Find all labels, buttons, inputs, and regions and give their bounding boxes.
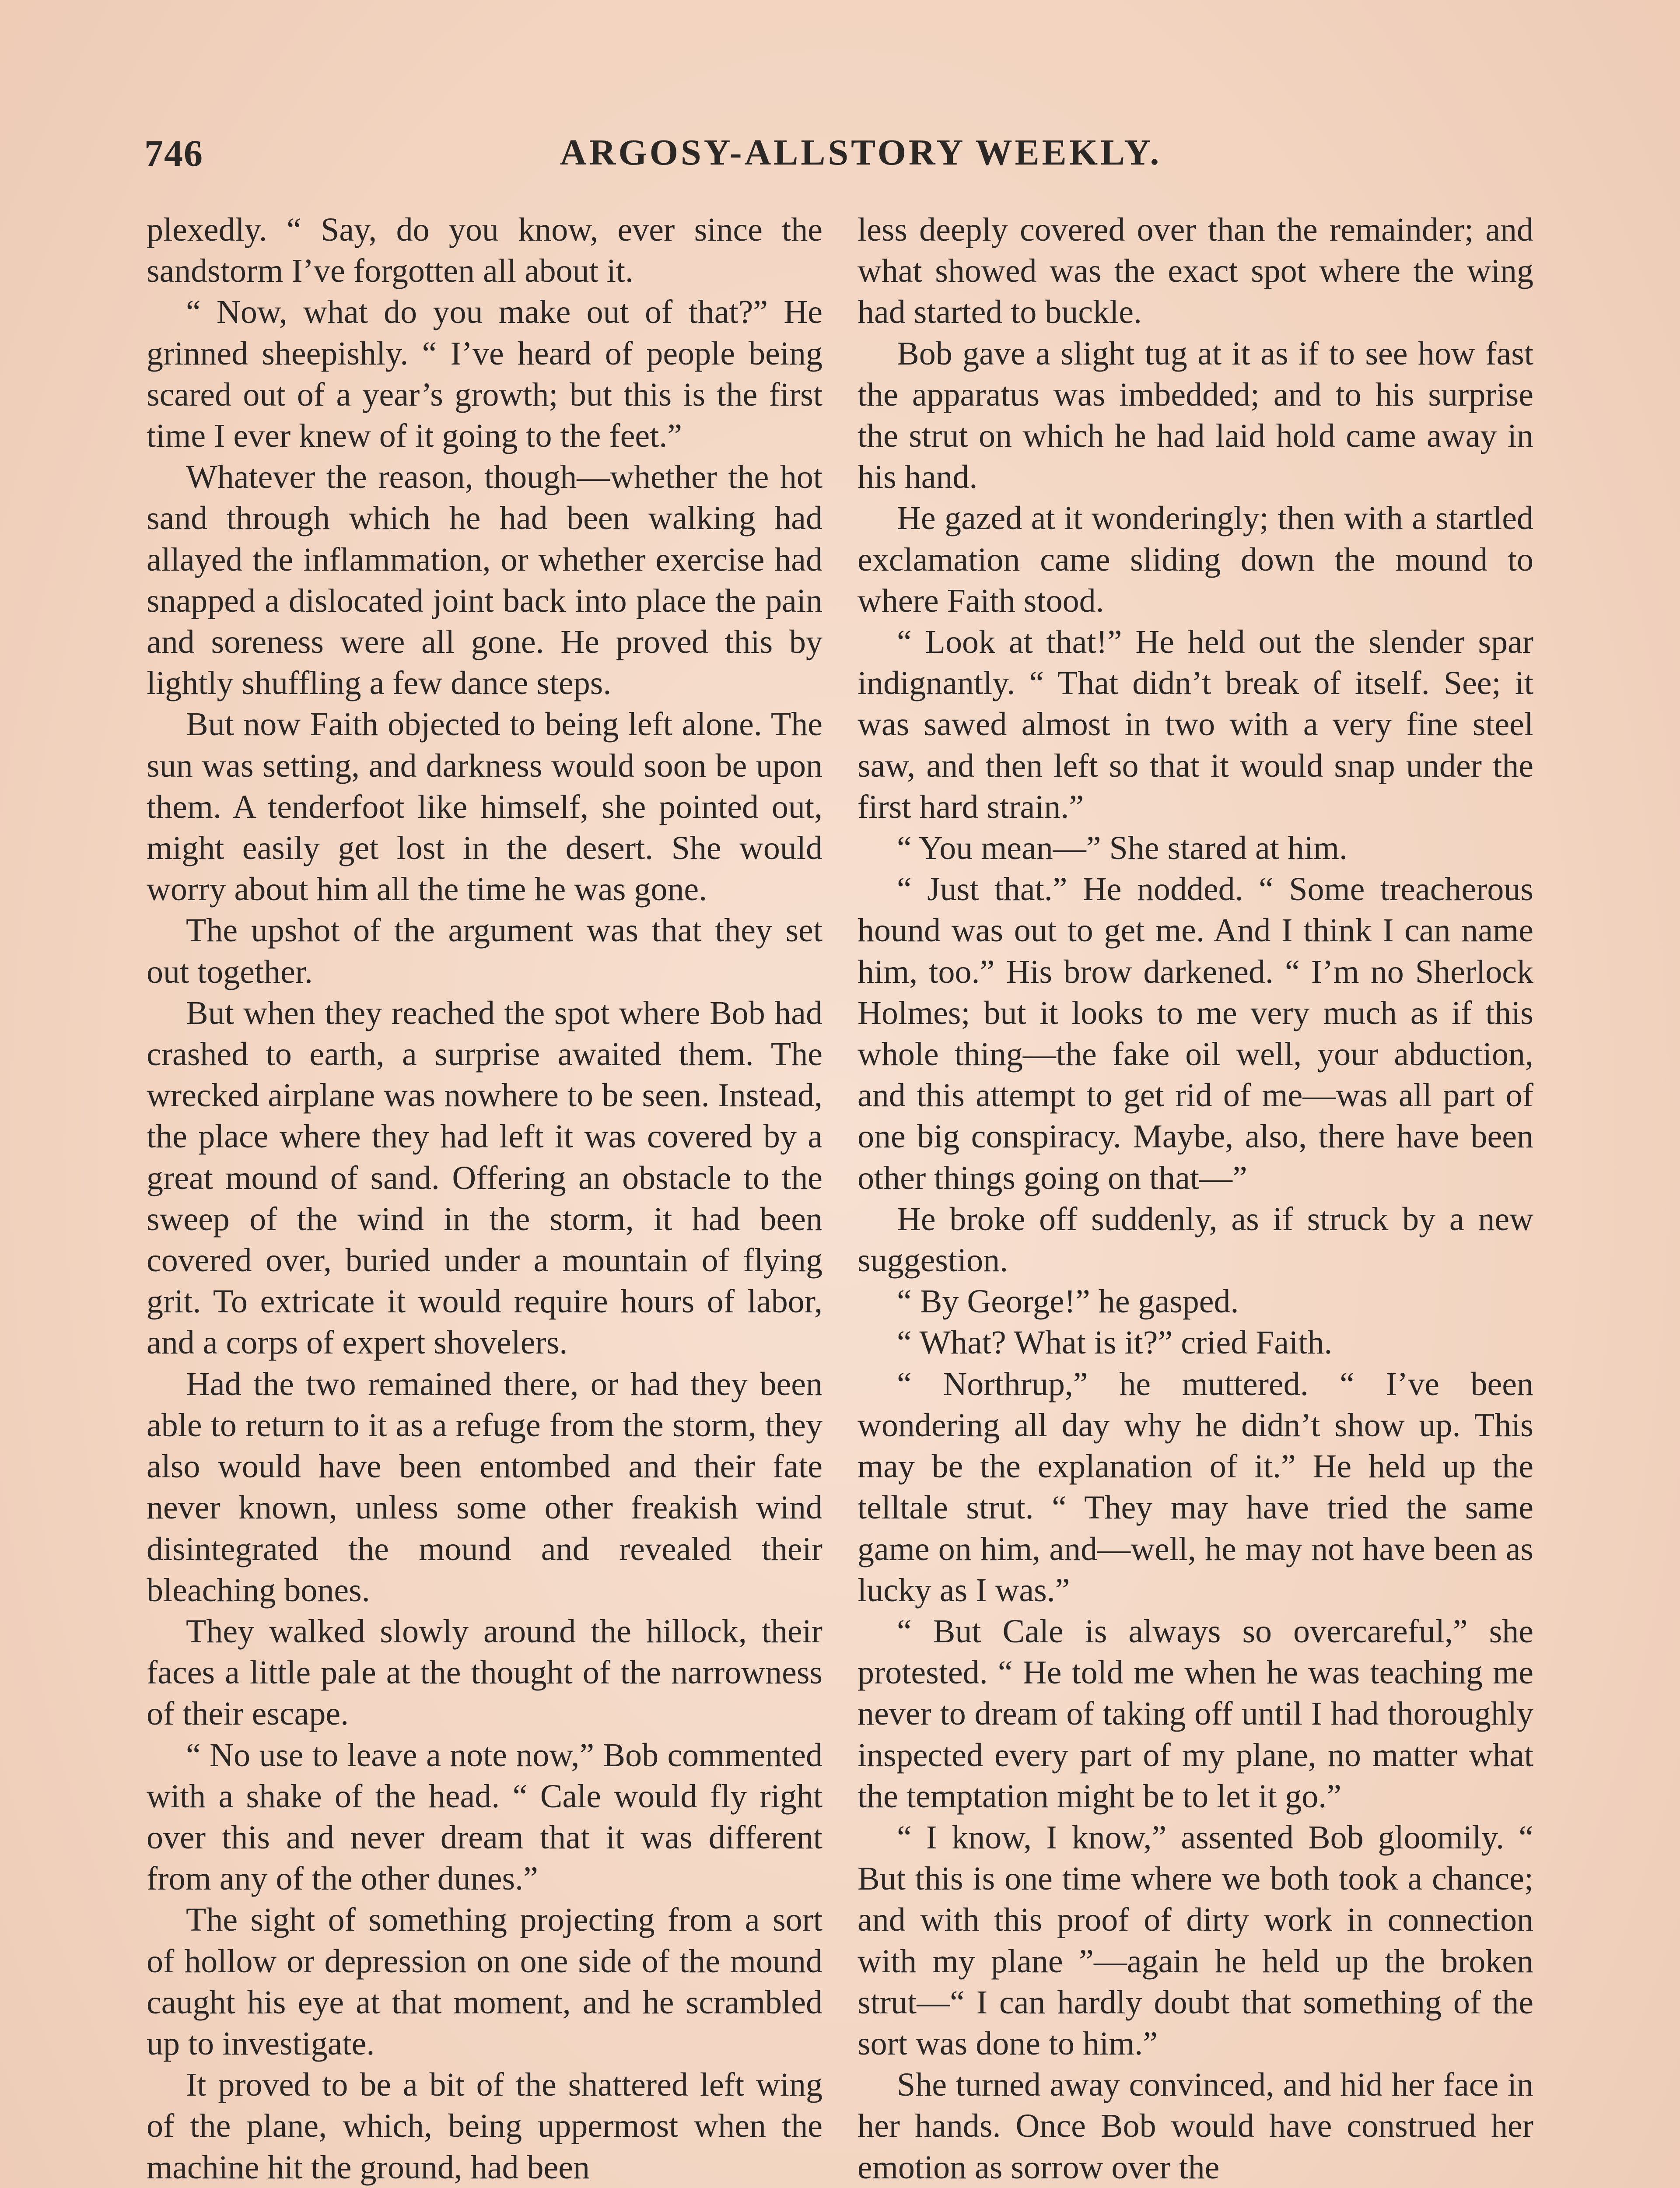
paragraph: “ I know, I know,” assented Bob gloomily. “ But this is one time where we both took a chance; and with this proof of dirty work in connection with my plane ”—again he held up the broken strut—“ I can hardly doubt that something of the sort was done to him.” [858,1819,1533,2062]
paragraph: less deeply covered over than the remainder; and what showed was the exact spot where the wing had started to buckle. [858,211,1533,331]
paragraph: It proved to be a bit of the shattered left wing of the plane, which, being uppermost when the machine hit the ground, had been [147,2066,822,2186]
paragraph: “ But Cale is always so overcareful,” she protested. “ He told me when he was teaching me never to dream of taking off until I had thoroughly inspected every part of my plane, no matter what the temptation might be to let it go.” [858,1613,1533,1815]
paragraph: “ Just that.” He nodded. “ Some treacherous hound was out to get me. And I think I can name him, too.” His brow darkened. “ I’m no Sherlock Holmes; but it looks to me very much as if this whole thing—the fake oil well, your abduction, and this attempt to get rid of me—was all part of one big conspiracy. Maybe, also, there have been other things going on that—” [858,871,1533,1196]
paragraph: “ No use to leave a note now,” Bob commented with a shake of the head. “ Cale would fly right over this and never dream that it was different from any of the other dunes.” [147,1736,822,1897]
paragraph: “ Look at that!” He held out the slender spar indignantly. “ That didn’t break of itself. See; it was sawed almost in two with a very fine steel saw, and then left so that it would snap under the first hard strain.” [858,624,1533,825]
paragraph: “ Northrup,” he muttered. “ I’ve been wondering all day why he didn’t show up. This may be the explanation of it.” He held up the telltale strut. “ They may have tried the same game on him, and—well, he may not have been as lucky as I was.” [858,1365,1533,1609]
paragraph: “ You mean—” She stared at him. [897,830,1348,867]
paragraph: “ What? What is it?” cried Faith. [897,1324,1333,1361]
paragraph: The sight of something projecting from a sort of hollow or depression on one side of the mound caught his eye at that moment, and he scrambled up to investigate. [147,1901,822,2062]
paragraph: Whatever the reason, though—whether the hot sand through which he had been walking had allayed the inflammation, or whether exercise had snapped a dislocated joint back into place the pain and soreness were all gone. He proved this by lightly shuffling a few dance steps. [147,459,822,702]
paragraph: He gazed at it wonderingly; then with a startled exclamation came sliding down the mound to where Faith stood. [858,500,1533,619]
paragraph: “ Now, what do you make out of that?” He grinned sheepishly. “ I’ve heard of people being scared out of a year’s growth; but this is the first time I ever knew of it going to the feet.” [147,294,822,455]
paragraph: They walked slowly around the hillock, their faces a little pale at the thought of the narrowness of their escape. [147,1613,822,1732]
right-column [858,209,1533,2188]
paragraph: plexedly. “ Say, do you know, ever since the sandstorm I’ve forgotten all about it. [147,211,822,290]
page-header [144,131,1536,188]
paragraph: She turned away convinced, and hid her face in her hands. Once Bob would have construed her emotion as sorrow over the [858,2066,1533,2186]
page-number: 746 [144,132,203,174]
paragraph: He broke off suddenly, as if struck by a new suggestion. [858,1200,1533,1279]
paragraph: The upshot of the argument was that they set out together. [147,912,822,990]
paragraph: But when they reached the spot where Bob had crashed to earth, a surprise awaited them. The wrecked airplane was nowhere to be seen. Instead, the place where they had left it was covered by a great mound of sand. Offering an obstacle to the sweep of the wind in the storm, it had been covered over, buried under a mountain of flying grit. To extricate it would require hours of labor, and a corps of expert shovelers. [147,994,822,1361]
paragraph: “ By George!” he gasped. [897,1283,1239,1320]
running-head: ARGOSY-ALLSTORY WEEKLY. [560,132,1162,173]
paragraph: But now Faith objected to being left alone. The sun was setting, and darkness would soon be upon them. A tenderfoot like himself, she pointed out, might easily get lost in the desert. She would worry about him all the time he was gone. [147,706,822,908]
paragraph: Bob gave a slight tug at it as if to see how fast the apparatus was imbedded; and to his surprise the strut on which he had laid hold came away in his hand. [858,335,1533,496]
paragraph: Had the two remained there, or had they been able to return to it as a refuge from the storm, they also would have been entombed and their fate never known, unless some other freakish wind disintegrated the mound and revealed their bleaching bones. [147,1365,822,1609]
left-column [147,209,822,2188]
